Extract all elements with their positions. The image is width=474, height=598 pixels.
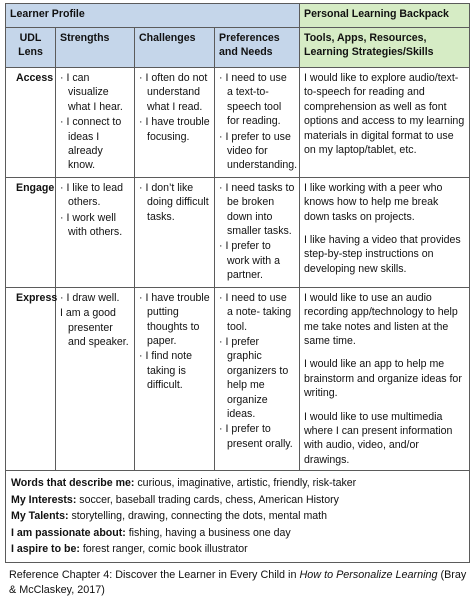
about-line [11, 508, 465, 525]
tools-paragraph: I would like to explore audio/text-to-speech for reading and comprehension as well as font options and access to my learning materials in digital format to use on my laptop/tablet, etc. [304, 72, 465, 157]
challenges-cell [135, 177, 215, 287]
about-line [11, 541, 465, 558]
engage-row [6, 177, 470, 287]
list-item: · I need to use a note- taking tool. [219, 291, 292, 333]
tools-paragraph: I would like to use an audio recording app/technology to help me take notes and listen at the same time. [304, 291, 458, 347]
about-value: storytelling, drawing, connecting the dots, mental math [68, 510, 328, 523]
list-item: · I need tasks to be broken down into smaller tasks. [219, 181, 295, 238]
list-item: · I can visualize what I hear. [60, 72, 123, 113]
about-value: fishing, having a business one day [125, 526, 291, 539]
list-item: · I find note taking is difficult. [139, 350, 192, 392]
lens-label: Engage [6, 177, 56, 287]
about-value: soccer, baseball trading cards, chess, American History [76, 493, 339, 506]
list-item: · I prefer to use video for understanding. [219, 130, 298, 172]
about-label: My Interests: [11, 493, 77, 506]
list-item: · I have trouble putting thoughts to paper. [139, 291, 210, 347]
strengths-cell [56, 287, 135, 470]
title-row [6, 4, 470, 28]
reference-prefix: Reference Chapter 4: Discover the Learner in Every Child in [9, 568, 300, 581]
tools-paragraph: I would like to use multimedia where I can present information with audio, video, and/or drawings. [304, 410, 453, 466]
challenges-cell [135, 287, 215, 470]
tools-paragraph: I like having a video that provides step-by-step instructions on developing new skills. [304, 234, 461, 275]
preferences-cell [215, 287, 300, 470]
tools-cell [300, 177, 470, 287]
about-label: Words that describe me: [11, 477, 135, 490]
tools-paragraph: I would like an app to help me brainstorm and organize ideas for writing. [304, 358, 462, 400]
column-header-row [6, 28, 470, 68]
tools-cell [300, 68, 470, 178]
tools-cell [300, 287, 470, 470]
strengths-column-header: Strengths [56, 28, 135, 68]
challenges-column-header: Challenges [135, 28, 215, 68]
preferences-cell [215, 177, 300, 287]
about-me-section [5, 471, 470, 563]
about-line [11, 475, 465, 492]
personal-learning-backpack-header: Personal Learning Backpack [300, 4, 470, 28]
access-row [6, 68, 470, 178]
list-item: · I often do not understand what I read. [139, 72, 208, 113]
list-item: · I need to use a text-to-speech tool for reading. [219, 72, 287, 128]
about-line [11, 492, 465, 509]
udl-lens-column-header: UDL Lens [6, 28, 56, 68]
list-item: · I prefer to present orally. [219, 423, 293, 450]
preferences-column-header: Preferences and Needs [215, 28, 300, 68]
list-item: I am a good presenter and speaker. [60, 307, 129, 348]
list-item: · I work well with others. [60, 211, 123, 239]
about-value: forest ranger, comic book illustrator [79, 543, 248, 556]
lens-label: Express [6, 287, 56, 470]
list-item: · I prefer to work with a partner. [219, 240, 280, 282]
about-line [11, 525, 465, 542]
list-item: · I like to lead others. [60, 181, 124, 209]
learner-profile-table [5, 3, 470, 471]
list-item: · I have trouble focusing. [139, 116, 210, 143]
about-value: curious, imaginative, artistic, friendly, risk-taker [134, 477, 357, 490]
about-label: I am passionate about: [11, 526, 126, 539]
tools-column-header: Tools, Apps, Resources, Learning Strategies/Skills [300, 28, 470, 68]
about-label: I aspire to be: [11, 543, 80, 556]
strengths-cell [56, 68, 135, 178]
reference-note [5, 568, 467, 598]
challenges-cell [135, 68, 215, 178]
express-row [6, 287, 470, 470]
about-label: My Talents: [11, 510, 69, 523]
list-item: · I prefer graphic organizers to help me organize ideas. [219, 335, 289, 420]
strengths-cell [56, 177, 135, 287]
learner-profile-document [5, 3, 469, 598]
reference-suffix: (Bray & McClaskey, 2017) [9, 568, 467, 596]
list-item: · I don’t like doing difficult tasks. [139, 181, 209, 223]
learner-profile-header: Learner Profile [6, 4, 300, 28]
lens-label: Access [6, 68, 56, 178]
list-item: · I draw well. [60, 291, 120, 304]
preferences-cell [215, 68, 300, 178]
reference-book-title: How to Personalize Learning [299, 568, 438, 581]
tools-paragraph: I like working with a peer who knows how to help me break down tasks on projects. [304, 181, 443, 223]
list-item: · I connect to ideas I already know. [60, 116, 122, 172]
